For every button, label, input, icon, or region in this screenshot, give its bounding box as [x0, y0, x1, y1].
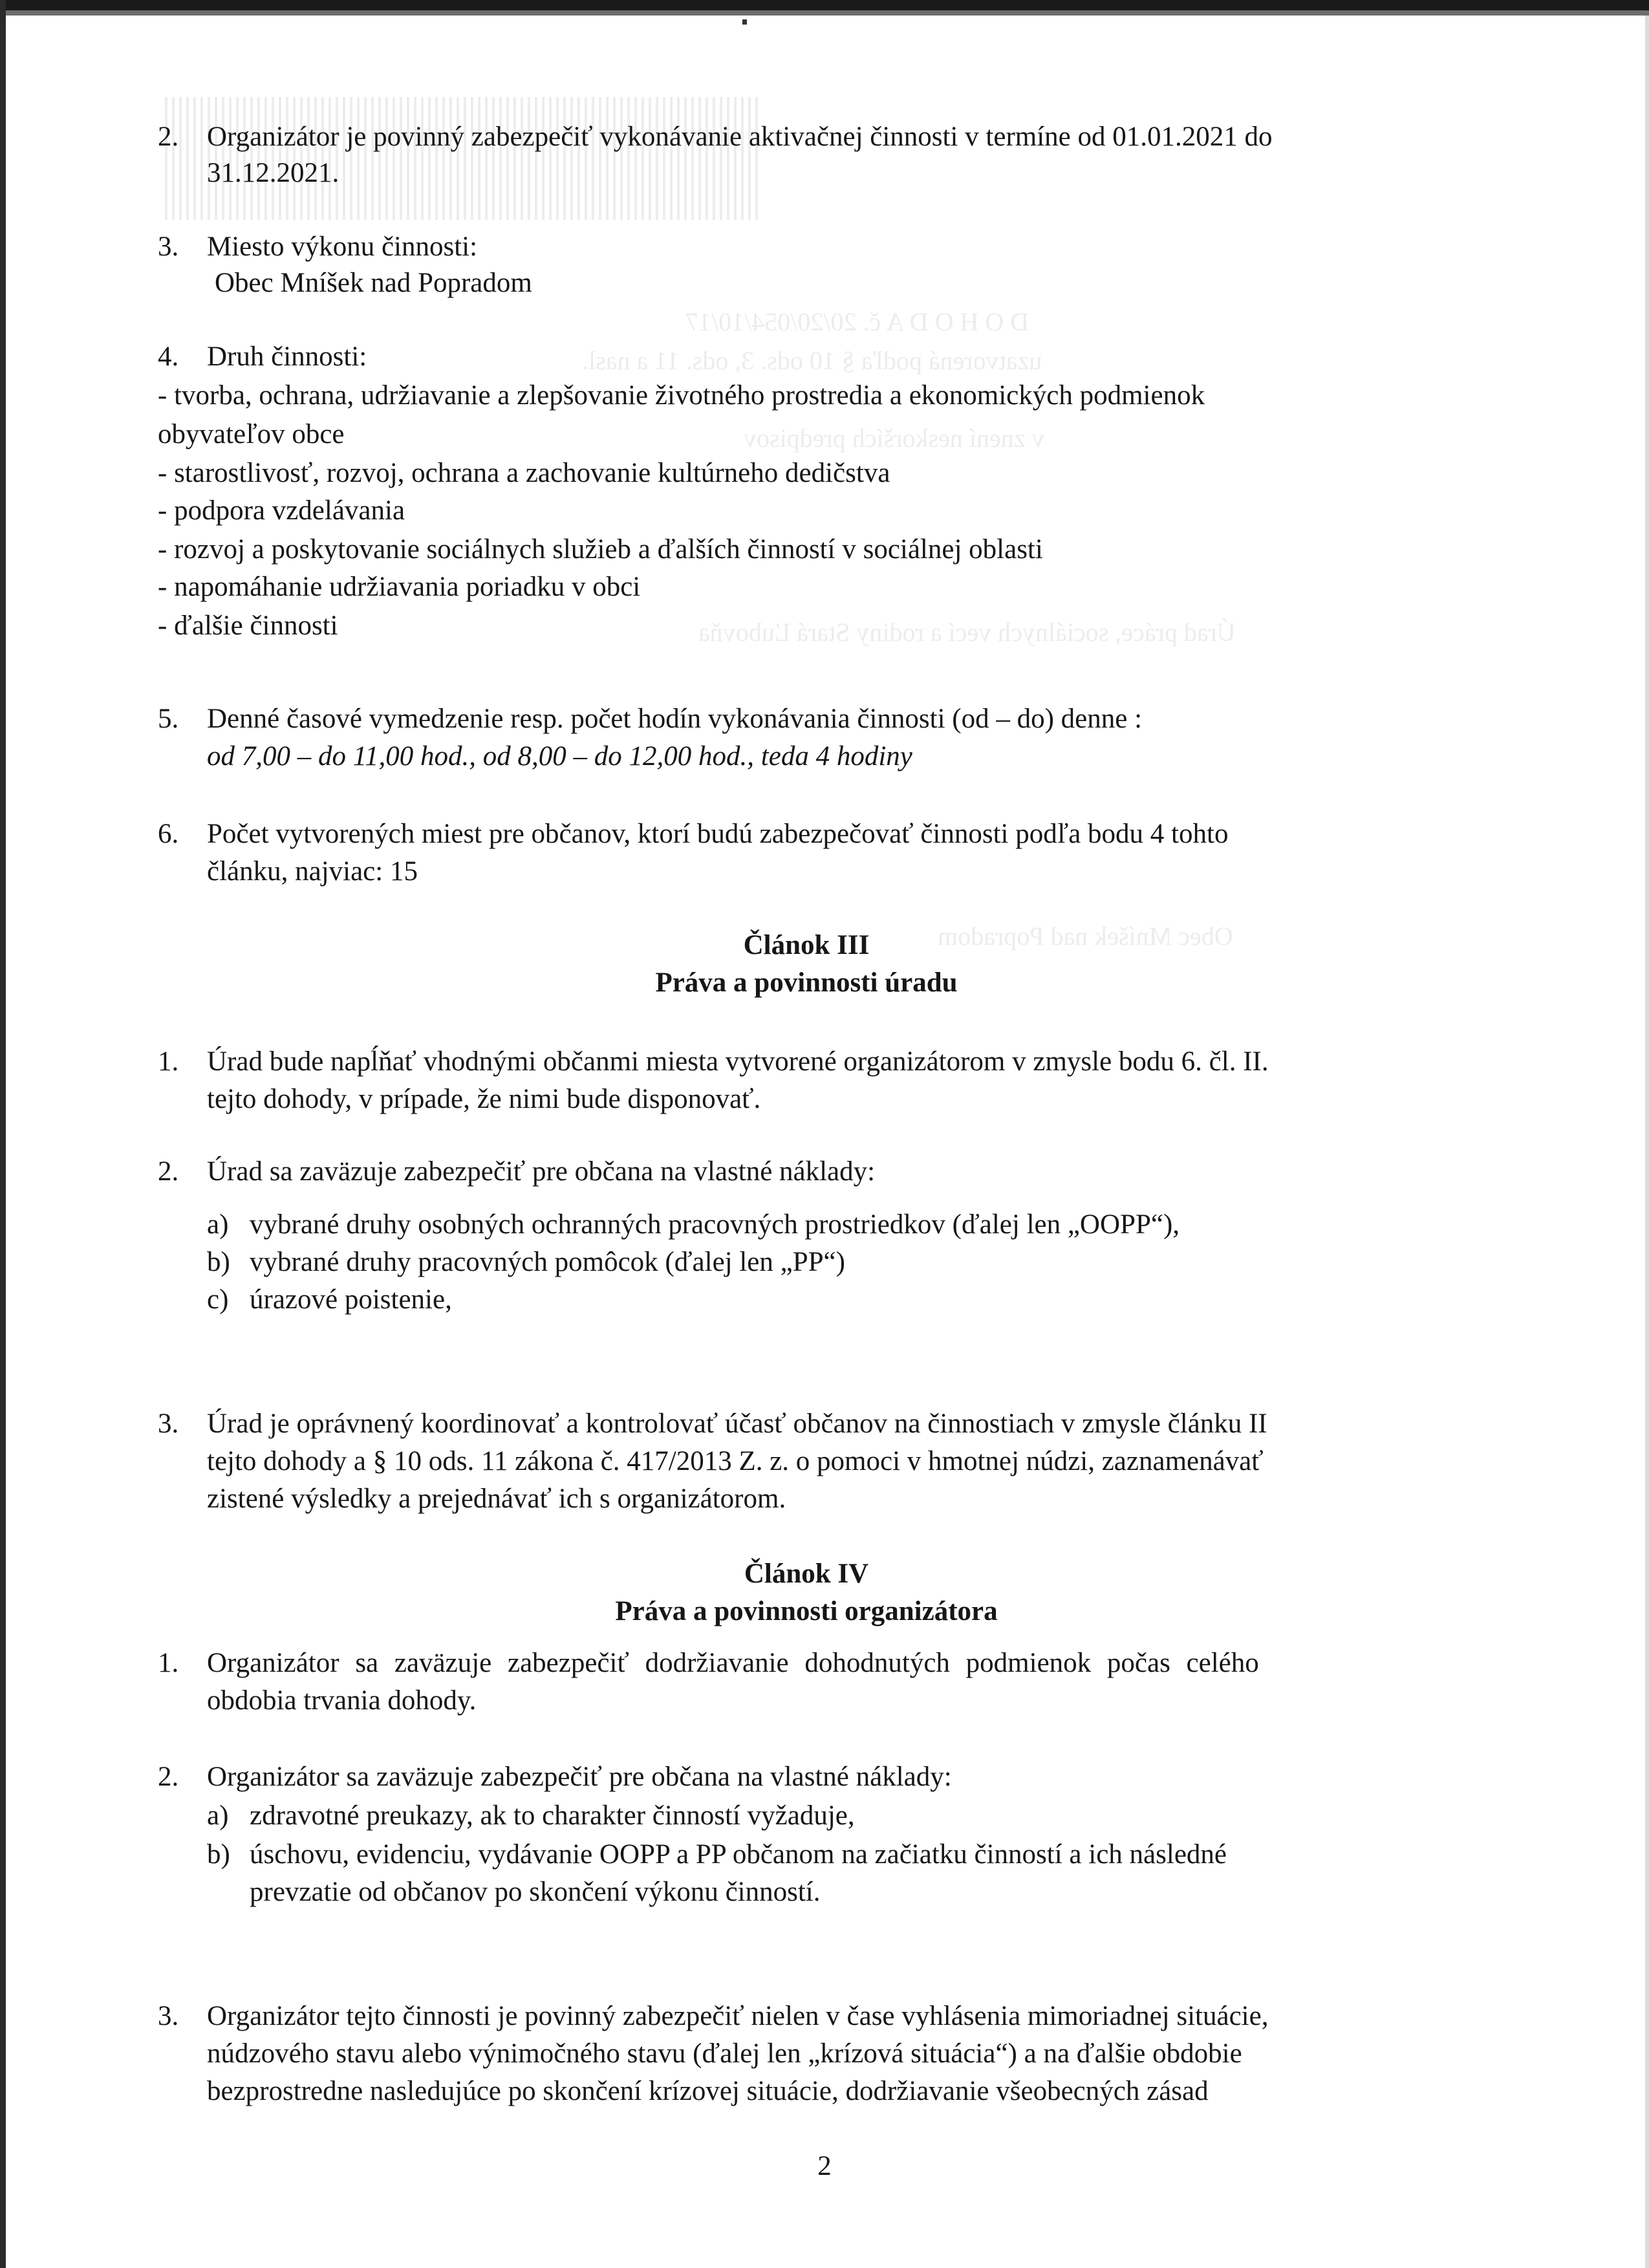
activity-line: - starostlivosť, rozvoj, ochrana a zachovanie kultúrneho dedičstva: [158, 458, 890, 488]
article-subheading: Práva a povinnosti organizátora: [615, 1596, 998, 1626]
working-hours: od 7,00 – do 11,00 hod., od 8,00 – do 12,00 hod., teda 4 hodiny: [207, 741, 912, 772]
item-text: 31.12.2021.: [207, 158, 339, 188]
item-text: Úrad je oprávnený koordinovať a kontrolovať účasť občanov na činnostiach v zmysle článku II: [207, 1409, 1267, 1439]
article-heading: Článok III: [743, 930, 870, 960]
subitem-label: a): [207, 1209, 229, 1240]
item-text: Úrad bude napĺňať vhodnými občanmi miesta vytvorené organizátorom v zmysle bodu 6. čl. II.: [207, 1046, 1269, 1077]
bleed-through-text: v znení neskorších predpisov: [744, 424, 1045, 453]
page-number: 2: [817, 2151, 832, 2181]
item-text: Organizátor sa zaväzuje zabezpečiť pre občana na vlastné náklady:: [207, 1762, 952, 1792]
scan-top-border: [0, 0, 1649, 10]
article-subheading: Práva a povinnosti úradu: [655, 967, 958, 998]
activity-line: - tvorba, ochrana, udržiavanie a zlepšovanie životného prostredia a ekonomických podmienok: [158, 380, 1205, 411]
subitem-text: zdravotné preukazy, ak to charakter činností vyžaduje,: [250, 1800, 855, 1831]
item-number: 1.: [158, 1046, 179, 1077]
item-number: 1.: [158, 1648, 179, 1678]
subitem-text: úschovu, evidenciu, vydávanie OOPP a PP občanom na začiatku činností a ich následné: [250, 1839, 1227, 1870]
item-text: Organizátor je povinný zabezpečiť vykonávanie aktivačnej činnosti v termíne od 01.01.2021 do: [207, 122, 1273, 152]
item-text: zistené výsledky a prejednávať ich s organizátorom.: [207, 1484, 786, 1514]
scan-top-shadow: [0, 10, 1649, 16]
activity-line: - napomáhanie udržiavania poriadku v obci: [158, 572, 641, 602]
article-heading: Článok IV: [744, 1559, 869, 1589]
item-text: tejto dohody, v prípade, že nimi bude disponovať.: [207, 1084, 761, 1114]
subitem-text: prevzatie od občanov po skončení výkonu činností.: [250, 1877, 821, 1907]
bleed-through-text: uzatvorená podľa § 10 ods. 3, ods. 11 a nasl.: [582, 346, 1042, 375]
place-name: Obec Mníšek nad Popradom: [215, 268, 532, 298]
item-text: Organizátor sa zaväzuje zabezpečiť dodržiavanie dohodnutých podmienok počas celého: [207, 1648, 1259, 1678]
subitem-label: a): [207, 1800, 229, 1831]
item-text: Druh činnosti:: [207, 341, 367, 372]
item-text: núdzového stavu alebo výnimočného stavu (ďalej len „krízová situácia“) a na ďalšie obdobie: [207, 2038, 1242, 2069]
bleed-through-text: Obec Mníšek nad Popradom: [938, 922, 1233, 951]
item-number: 2.: [158, 1762, 179, 1792]
item-number: 6.: [158, 819, 179, 849]
subitem-label: c): [207, 1284, 229, 1315]
item-number: 3.: [158, 2001, 179, 2031]
item-number: 2.: [158, 1156, 179, 1187]
item-text: obdobia trvania dohody.: [207, 1685, 477, 1716]
item-text: tejto dohody a § 10 ods. 11 zákona č. 417/2013 Z. z. o pomoci v hmotnej núdzi, zaznamenávať: [207, 1446, 1264, 1476]
activity-line: - ďalšie činnosti: [158, 610, 338, 641]
subitem-text: vybrané druhy pracovných pomôcok (ďalej len „PP“): [250, 1247, 845, 1277]
subitem-label: b): [207, 1839, 230, 1870]
item-number: 3.: [158, 1409, 179, 1439]
bleed-through-text: D O H O D A č. 20/20/054/10/17: [685, 307, 1029, 336]
item-number: 3.: [158, 232, 179, 262]
subitem-text: vybrané druhy osobných ochranných pracovných prostriedkov (ďalej len „OOPP“),: [250, 1209, 1180, 1240]
item-text: článku, najviac: 15: [207, 856, 418, 887]
subitem-label: b): [207, 1247, 230, 1277]
scan-left-border: [0, 0, 6, 2268]
item-text: bezprostredne nasledujúce po skončení krízovej situácie, dodržiavanie všeobecných zásad: [207, 2076, 1209, 2106]
item-number: 4.: [158, 341, 179, 372]
item-text: Úrad sa zaväzuje zabezpečiť pre občana na vlastné náklady:: [207, 1156, 876, 1187]
activity-line: - podpora vzdelávania: [158, 495, 405, 526]
item-text: Počet vytvorených miest pre občanov, ktorí budú zabezpečovať činnosti podľa bodu 4 tohto: [207, 819, 1229, 849]
subitem-text: úrazové poistenie,: [250, 1284, 452, 1315]
item-text: Organizátor tejto činnosti je povinný zabezpečiť nielen v čase vyhlásenia mimoriadnej situácie,: [207, 2001, 1269, 2031]
item-text: Miesto výkonu činnosti:: [207, 232, 478, 262]
scan-right-border: [1645, 16, 1649, 2268]
scan-speck: [742, 19, 747, 25]
item-number: 2.: [158, 122, 179, 152]
bleed-through-text: Úrad práce, sociálnych vecí a rodiny Stará Ľubovňa: [698, 618, 1236, 647]
activity-line: - rozvoj a poskytovanie sociálnych služieb a ďalších činností v sociálnej oblasti: [158, 534, 1043, 565]
item-number: 5.: [158, 704, 179, 734]
activity-line: obyvateľov obce: [158, 419, 345, 449]
item-text: Denné časové vymedzenie resp. počet hodín vykonávania činnosti (od – do) denne :: [207, 704, 1143, 734]
